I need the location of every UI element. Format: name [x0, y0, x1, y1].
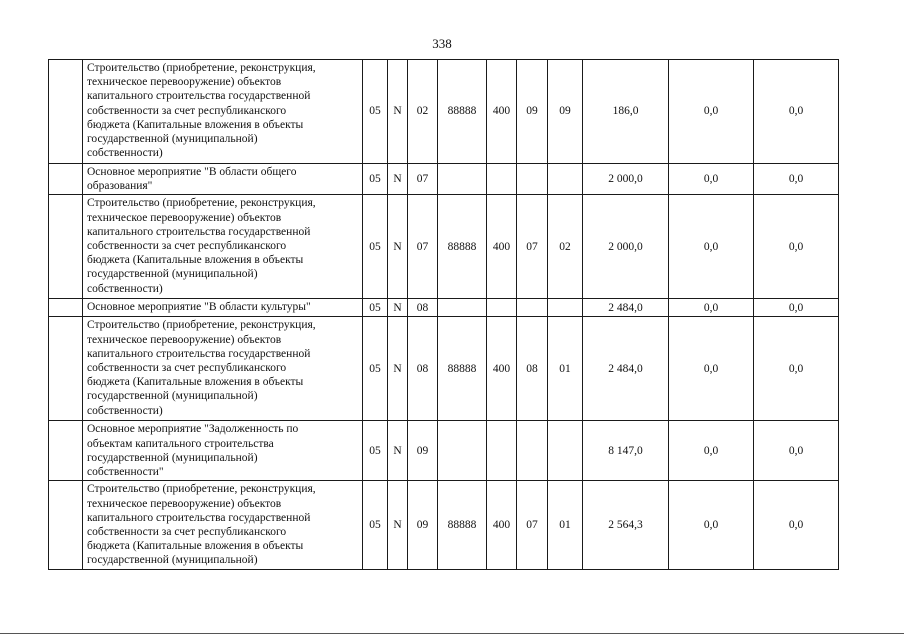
code-cell: 88888: [438, 60, 487, 164]
code-cell: [487, 299, 517, 317]
code-cell: [438, 421, 487, 481]
amount-cell: 2 000,0: [583, 195, 669, 299]
amount-cell: 186,0: [583, 60, 669, 164]
table-row: [49, 317, 839, 421]
code-cell: 88888: [438, 195, 487, 299]
row-name: Основное мероприятие "В области культуры": [83, 299, 363, 317]
amount-cell: 2 564,3: [583, 481, 669, 569]
code-cell: 09: [548, 60, 583, 164]
code-cell: 01: [548, 481, 583, 569]
code-cell: [438, 164, 487, 195]
amount-cell: 8 147,0: [583, 421, 669, 481]
code-cell: 07: [408, 164, 438, 195]
row-name: Строительство (приобретение, реконструкция, техническое перевооружение) объектов капитального строительства государственной собственности за счет республиканского бюджета (Капитальные вложения в объекты государственной (муниципальной) собственности): [83, 60, 363, 164]
code-cell: 02: [408, 60, 438, 164]
code-cell: [487, 421, 517, 481]
code-cell: N: [388, 317, 408, 421]
code-cell: [548, 164, 583, 195]
code-cell: 05: [363, 421, 388, 481]
amount-cell: 0,0: [754, 60, 839, 164]
empty-cell: [49, 164, 83, 195]
code-cell: [517, 299, 548, 317]
table-row: [49, 299, 839, 317]
amount-cell: 0,0: [754, 164, 839, 195]
code-cell: 07: [517, 481, 548, 569]
code-cell: 07: [408, 195, 438, 299]
empty-cell: [49, 195, 83, 299]
amount-cell: 0,0: [669, 60, 754, 164]
row-name: Строительство (приобретение, реконструкция, техническое перевооружение) объектов капитального строительства государственной собственности за счет республиканского бюджета (Капитальные вложения в объекты государственной (муниципальной) собственности): [83, 317, 363, 421]
code-cell: 05: [363, 481, 388, 569]
amount-cell: 2 000,0: [583, 164, 669, 195]
code-cell: N: [388, 195, 408, 299]
amount-cell: 0,0: [669, 481, 754, 569]
amount-cell: 0,0: [754, 299, 839, 317]
code-cell: 05: [363, 60, 388, 164]
amount-cell: 0,0: [754, 195, 839, 299]
table-row: [49, 481, 839, 569]
empty-cell: [49, 317, 83, 421]
code-cell: [548, 299, 583, 317]
code-cell: N: [388, 299, 408, 317]
page-bottom-divider: [0, 633, 904, 634]
amount-cell: 0,0: [754, 317, 839, 421]
code-cell: 07: [517, 195, 548, 299]
code-cell: 400: [487, 481, 517, 569]
code-cell: 08: [517, 317, 548, 421]
code-cell: [487, 164, 517, 195]
table-row: [49, 164, 839, 195]
row-name: Строительство (приобретение, реконструкция, техническое перевооружение) объектов капитального строительства государственной собственности за счет республиканского бюджета (Капитальные вложения в объекты государственной (муниципальной): [83, 481, 363, 569]
code-cell: 02: [548, 195, 583, 299]
code-cell: 05: [363, 164, 388, 195]
code-cell: 88888: [438, 317, 487, 421]
amount-cell: 0,0: [669, 299, 754, 317]
empty-cell: [49, 421, 83, 481]
amount-cell: 0,0: [669, 317, 754, 421]
amount-cell: 0,0: [669, 421, 754, 481]
code-cell: 400: [487, 60, 517, 164]
code-cell: 05: [363, 299, 388, 317]
amount-cell: 0,0: [754, 421, 839, 481]
table-row: [49, 60, 839, 164]
amount-cell: 2 484,0: [583, 317, 669, 421]
code-cell: 88888: [438, 481, 487, 569]
code-cell: N: [388, 481, 408, 569]
row-name: Строительство (приобретение, реконструкция, техническое перевооружение) объектов капитального строительства государственной собственности за счет республиканского бюджета (Капитальные вложения в объекты государственной (муниципальной) собственности): [83, 195, 363, 299]
code-cell: N: [388, 421, 408, 481]
amount-cell: 2 484,0: [583, 299, 669, 317]
row-name: Основное мероприятие "Задолженность по объектам капитального строительства государственной (муниципальной) собственности": [83, 421, 363, 481]
code-cell: 08: [408, 317, 438, 421]
code-cell: 05: [363, 317, 388, 421]
code-cell: [438, 299, 487, 317]
table-row: [49, 195, 839, 299]
row-name: Основное мероприятие "В области общего образования": [83, 164, 363, 195]
code-cell: N: [388, 60, 408, 164]
table-row: [49, 421, 839, 481]
budget-table: [48, 59, 839, 570]
code-cell: 01: [548, 317, 583, 421]
code-cell: 400: [487, 317, 517, 421]
amount-cell: 0,0: [669, 195, 754, 299]
code-cell: 400: [487, 195, 517, 299]
code-cell: [548, 421, 583, 481]
page-number: 338: [432, 36, 452, 51]
amount-cell: 0,0: [669, 164, 754, 195]
code-cell: 09: [517, 60, 548, 164]
empty-cell: [49, 299, 83, 317]
empty-cell: [49, 481, 83, 569]
amount-cell: 0,0: [754, 481, 839, 569]
code-cell: [517, 164, 548, 195]
empty-cell: [49, 60, 83, 164]
code-cell: 09: [408, 481, 438, 569]
code-cell: 08: [408, 299, 438, 317]
code-cell: [517, 421, 548, 481]
code-cell: 09: [408, 421, 438, 481]
code-cell: N: [388, 164, 408, 195]
code-cell: 05: [363, 195, 388, 299]
